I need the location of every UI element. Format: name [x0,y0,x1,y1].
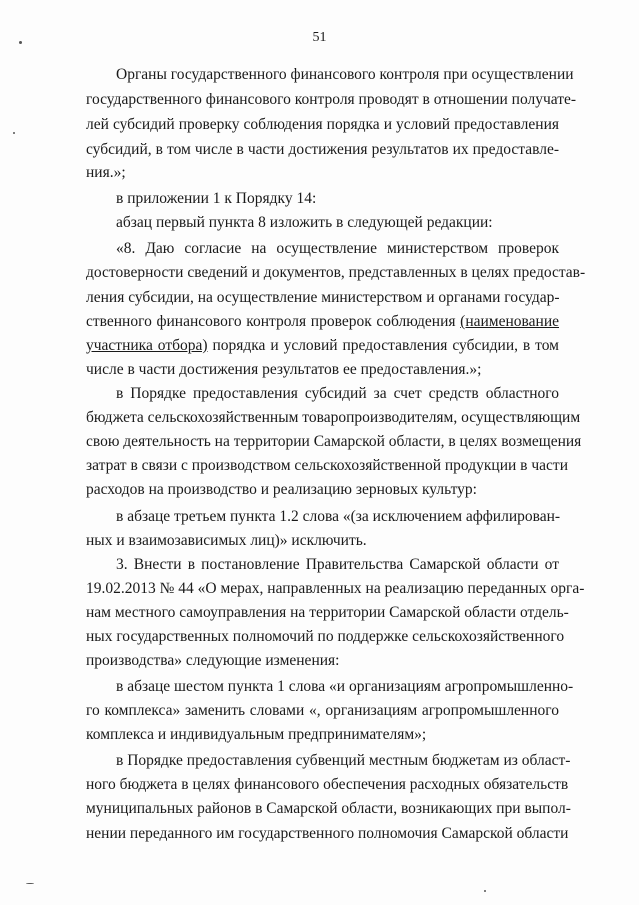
paragraph-line: участника отбора) порядка и условий предоставления субсидии, в том [86,337,559,354]
paragraph-line: ных и взаимозависимых лиц)» исключить. [86,532,367,549]
underlined-placeholder: участника отбора) [86,337,208,354]
paragraph-line: в Порядке предоставления субвенций местным бюджетам из област- [116,752,571,769]
paragraph-line: ния.»; [86,164,126,181]
paragraph-line: в абзаце шестом пункта 1 слова «и организациям агропромышленно- [116,678,574,695]
paragraph-line: муниципальных районов в Самарской области, возникающих при выпол- [86,800,571,817]
paragraph-line: в Порядке предоставления субсидий за счет средств областного [116,385,559,402]
paragraph-line: ного бюджета в целях финансового обеспечения расходных обязательств [86,776,569,793]
page-number: 51 [312,30,327,45]
underlined-placeholder: (наименование [460,313,559,330]
paragraph-line: «8. Даю согласие на осуществление министерством проверок [116,240,559,257]
scan-speck [484,890,486,892]
paragraph-line: свою деятельность на территории Самарской области, в целях возмещения [86,433,582,450]
scan-speck [13,132,15,134]
paragraph-line: нении переданного им государственного полномочия Самарской области [86,825,569,842]
paragraph-line: государственного финансового контроля проводят в отношении получате- [86,91,577,108]
paragraph-line: комплекса и индивидуальным предпринимателям»; [86,726,427,743]
paragraph-line: ных государственных полномочий по поддержке сельскохозяйственного [86,628,565,645]
paragraph-line: го комплекса» заменить словами «, организациям агропромышленного [86,702,559,719]
paragraph-line: 19.02.2013 № 44 «О мерах, направленных на реализацию переданных орга- [86,580,585,597]
paragraph-line: лей субсидий проверку соблюдения порядка и условий предоставления [86,116,559,133]
scan-speck [26,883,34,884]
paragraph-line: в приложении 1 к Порядку 14: [116,190,317,207]
paragraph-line: 3. Внести в постановление Правительства Самарской области от [116,556,559,573]
line-text: ственного финансового контроля проверок соблюдения (наименование [86,313,559,330]
paragraph-line: абзац первый пункта 8 изложить в следующей редакции: [116,214,493,231]
paragraph-line: ления субсидии, на осуществление министерством и органами государ- [86,289,560,306]
scan-speck [19,41,22,44]
paragraph-line: числе в части достижения результатов ее предоставления.»; [86,361,482,378]
paragraph-line: Органы государственного финансового контроля при осуществлении [116,66,574,83]
paragraph-line [86,313,559,331]
paragraph-line: в абзаце третьем пункта 1.2 слова «(за исключением аффилирован- [116,508,561,525]
paragraph-line: субсидий, в том числе в части достижения результатов их предоставле- [86,141,559,158]
paragraph-line: затрат в связи с производством сельскохозяйственной продукции в части [86,457,568,474]
paragraph-line: бюджета сельскохозяйственным товаропроизводителям, осуществляющим [86,409,581,426]
paragraph-line: достоверности сведений и документов, представленных в целях предостав- [86,264,586,281]
paragraph-line: расходов на производство и реализацию зерновых культур: [86,481,477,498]
paragraph-line: нам местного самоуправления на территории Самарской области отдель- [86,604,569,621]
paragraph-line: производства» следующие изменения: [86,652,340,669]
